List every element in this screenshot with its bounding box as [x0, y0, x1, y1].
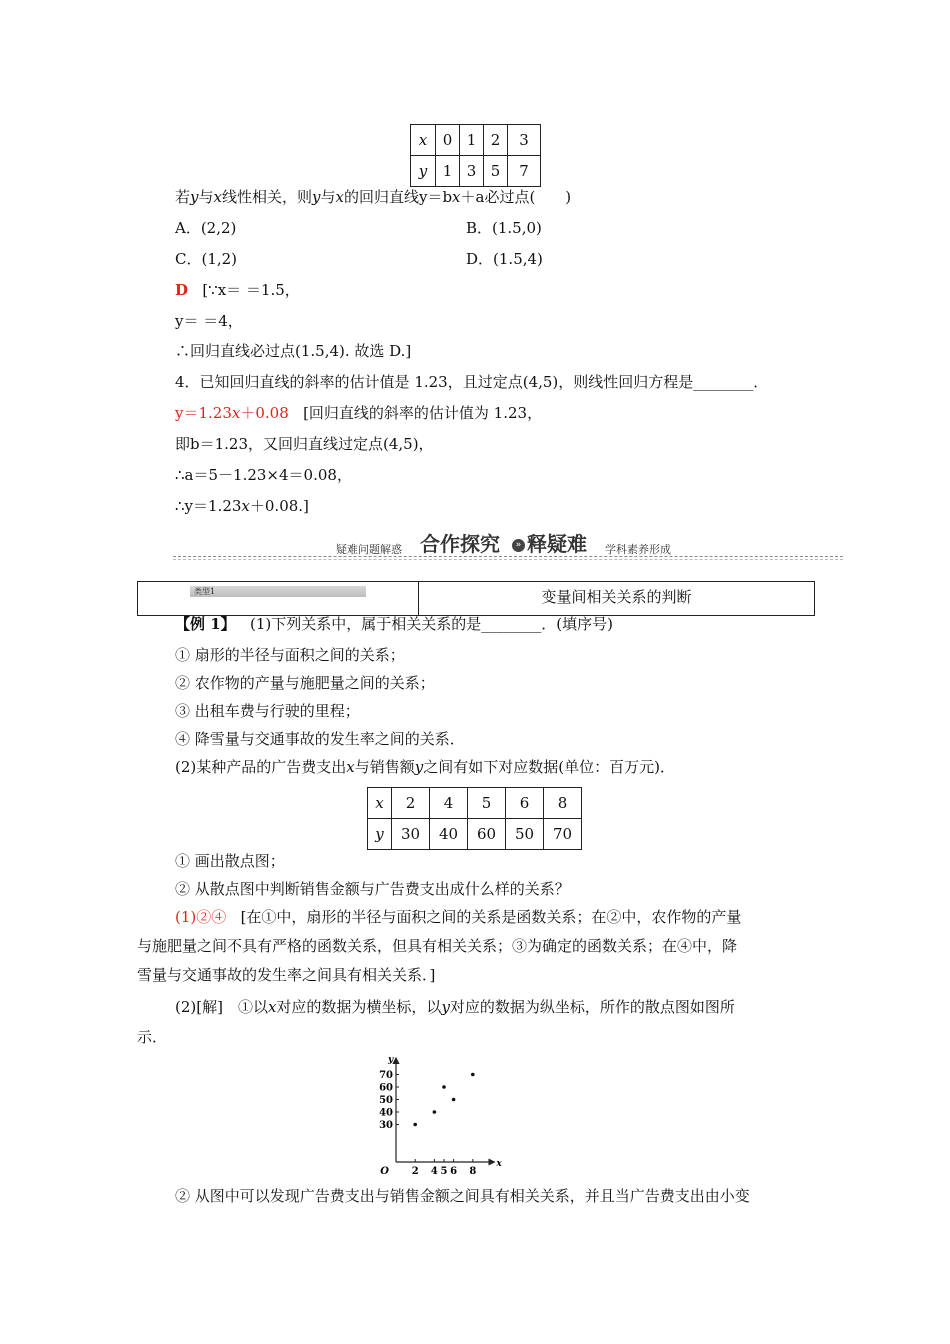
table2-y-cell: 50	[506, 819, 544, 850]
data-point	[442, 1085, 446, 1089]
table1-x-label: x	[411, 125, 436, 156]
y-tick-label: 60	[379, 1082, 393, 1094]
q4-solution-line-2: 即b＝1.23，又回归直线过定点(4,5)，	[175, 435, 434, 453]
x-tick-label: 5	[440, 1166, 448, 1177]
y-tick-label: 30	[379, 1120, 393, 1131]
list-item: ③ 出租车费与行驶的里程；	[175, 702, 360, 720]
example1-sub2: ② 从散点图中判断销售金额与广告费支出成什么样的关系？	[175, 880, 570, 898]
table2-x-cell: 6	[506, 788, 544, 819]
data-point	[413, 1123, 417, 1127]
banner-right-text: 学科素养形成	[605, 543, 671, 556]
banner-divider	[173, 556, 843, 557]
y-tick-label: 70	[379, 1070, 393, 1081]
answer2-last-line: ② 从图中可以发现广告费支出与销售金额之间具有相关关系，并且当广告费支出由小变	[175, 1187, 750, 1205]
xy-table-1	[410, 124, 541, 187]
table1-x-cell: 2	[484, 125, 508, 156]
q3-solution-line-3: ∴回归直线必过点(1.5,4). 故选 D.]	[175, 342, 412, 360]
answer1-line-1: (1)②④ [在①中，扇形的半径与面积之间的关系是函数关系；在②中，农作物的产量	[175, 908, 742, 926]
x-tick-label: 8	[469, 1166, 477, 1177]
table2-y-cell: 30	[392, 819, 430, 850]
origin-label: O	[380, 1166, 389, 1177]
example1-stem: 【例 1】 (1)下列关系中，属于相关关系的是________．(填序号)	[175, 615, 613, 633]
y-axis-label: y	[388, 1055, 394, 1065]
option-d: D．(1.5,4)	[466, 250, 543, 268]
table2-y-cell: 60	[468, 819, 506, 850]
type-box	[137, 581, 815, 616]
q4-stem: 4．已知回归直线的斜率的估计值是 1.23，且过定点(4,5)，则线性回归方程是________．	[175, 373, 769, 391]
example1-sub1: ① 画出散点图；	[175, 852, 285, 870]
table2-x-cell: 4	[430, 788, 468, 819]
example1-part2: (2)某种产品的广告费支出x与销售额y之间有如下对应数据(单位：百万元)．	[175, 758, 675, 776]
data-point	[452, 1098, 456, 1102]
table1-y-label: y	[411, 156, 436, 187]
banner-title-1: 合作探究	[420, 532, 500, 556]
table2-x-label: x	[368, 788, 392, 819]
answer2-line-1: (2)[解] ①以x对应的数据为横坐标，以y对应的数据为纵坐标，所作的散点图如图所	[175, 998, 735, 1016]
list-item: ② 农作物的产量与施肥量之间的关系；	[175, 674, 435, 692]
list-item: ④ 降雪量与交通事故的发生率之间的关系．	[175, 730, 465, 748]
answer2-line-2: 示．	[137, 1028, 168, 1046]
banner-title-2: 释疑难	[527, 532, 587, 556]
banner-arrow-icon: »	[512, 539, 525, 552]
x-tick-label: 6	[450, 1166, 458, 1177]
q4-solution-line-3: ∴a＝5－1.23×4＝0.08，	[175, 466, 352, 484]
x-tick-label: 2	[411, 1166, 419, 1177]
q3-solution-line-1: D [∵x＝ ＝1.5，	[175, 281, 300, 299]
y-tick-label: 50	[379, 1095, 393, 1106]
table1-y-cell: 7	[508, 156, 541, 187]
list-item: ① 扇形的半径与面积之间的关系；	[175, 646, 405, 664]
q4-answer: y＝1.23x＋0.08	[175, 404, 289, 422]
y-tick-label: 40	[379, 1107, 393, 1119]
xy-table-2	[367, 787, 582, 850]
table2-x-cell: 5	[468, 788, 506, 819]
q3-stem: 若y与x线性相关，则y与x的回归直线y＝bx＋a必过点( )	[175, 188, 572, 206]
answer1-line-2: 与施肥量之间不具有严格的函数关系，但具有相关关系；③为确定的函数关系；在④中，降	[137, 937, 738, 955]
table2-y-cell: 40	[430, 819, 468, 850]
type-box-title: 变量间相关关系的判断	[541, 588, 692, 606]
table1-x-cell: 0	[436, 125, 460, 156]
banner-left-text: 疑难问题解惑	[336, 543, 402, 556]
q3-solution-line-2: y＝ ＝4，	[175, 312, 243, 330]
data-point	[471, 1073, 475, 1077]
type-box-left-cell	[138, 582, 419, 615]
q4-solution-line-4: ∴y＝1.23x＋0.08.]	[175, 497, 309, 515]
q4-solution-line-1: y＝1.23x＋0.08 [回归直线的斜率的估计值为 1.23，	[175, 404, 543, 422]
option-a: A．(2,2)	[175, 219, 237, 237]
table1-y-cell: 3	[460, 156, 484, 187]
type-tag: 类型1	[190, 586, 366, 597]
banner-divider	[173, 559, 843, 560]
table1-x-cell: 3	[508, 125, 541, 156]
table2-y-label: y	[368, 819, 392, 850]
option-c: C．(1,2)	[175, 250, 238, 268]
section-banner	[173, 532, 843, 562]
x-tick-label: 4	[430, 1166, 438, 1177]
option-b: B．(1.5,0)	[466, 219, 542, 237]
table2-y-cell: 70	[544, 819, 582, 850]
table2-x-cell: 2	[392, 788, 430, 819]
table1-y-cell: 5	[484, 156, 508, 187]
table1-y-cell: 1	[436, 156, 460, 187]
x-axis-label: x	[496, 1159, 502, 1169]
answer1-line-3: 雪量与交通事故的发生率之间具有相关关系．]	[137, 966, 436, 984]
table2-x-cell: 8	[544, 788, 582, 819]
example1-label: 【例 1】	[175, 615, 236, 633]
q3-answer: D	[175, 281, 189, 299]
table1-x-cell: 1	[460, 125, 484, 156]
scatter-plot	[370, 1052, 610, 1177]
data-point	[433, 1110, 437, 1114]
answer1-label: (1)②④	[175, 908, 227, 926]
